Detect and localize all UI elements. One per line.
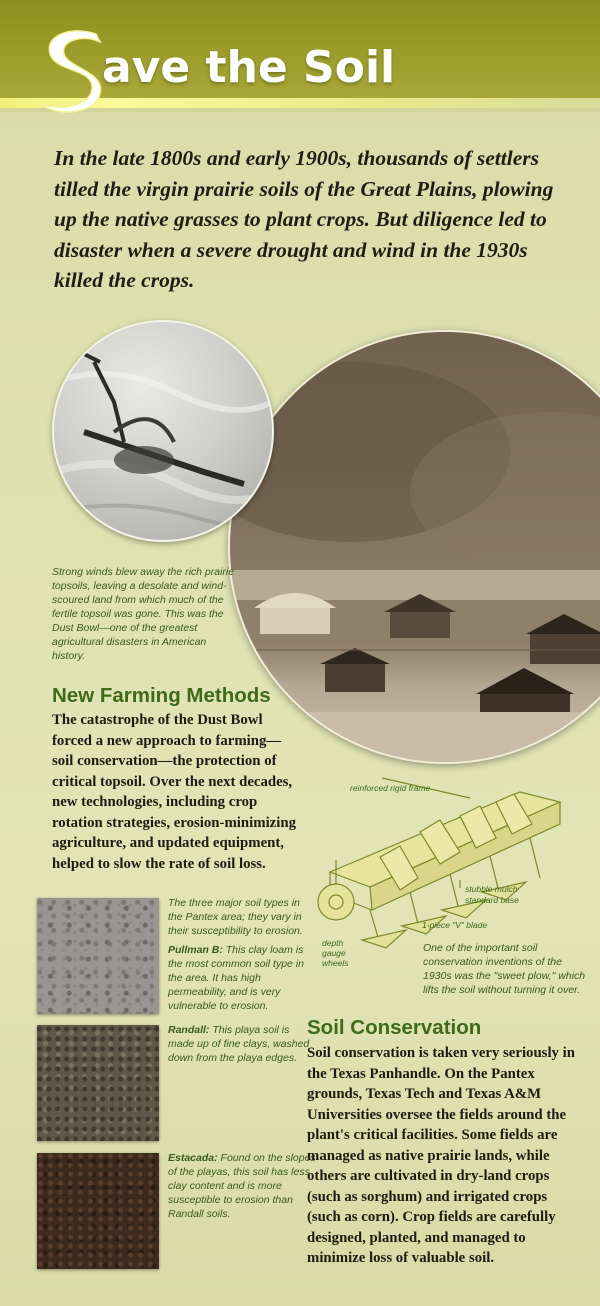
label-reinforced-frame: reinforced rigid frame — [350, 783, 431, 793]
estacada-soil-sample — [37, 1153, 159, 1269]
new-farming-body: The catastrophe of the Dust Bowl forced a new approach to farming—soil conservation—the protection of critical topsoil. Over the next decades, new technologies, including crop rotation strategies, erosion-minimizing agriculture, and updated equipment, helped to slow the rate of soil loss. — [52, 712, 296, 872]
label-stubble-mulch: stubble mulch — [465, 884, 518, 894]
dust-bowl-photo — [228, 330, 600, 764]
soil-conservation-heading: Soil Conservation — [307, 1016, 482, 1039]
soil-conservation-body: Soil conservation is taken very seriously in the Texas Panhandle. On the Pantex grounds, Texas Tech and Texas A&M Universities oversee the fields around the plant's critical facilities. Some fields are managed as native prairie lands, while others are cultivated in dry-land crops (such as sorghum) and irrigated crops (such as corn). Crop fields are carefully designed, planted, and managed to minimize loss of valuable soil. — [307, 1045, 575, 1266]
intro-paragraph: In the late 1800s and early 1900s, thousands of settlers tilled the virgin prairie soils of the Great Plains, plowing up the native grasses to plant crops. But diligence led to disaster when a severe drought and wind in the 1930s killed the crops. — [54, 146, 554, 292]
estacada-caption — [168, 1151, 316, 1221]
pullman-name: Pullman B: — [168, 944, 223, 956]
pullman-description: This clay loam is the most common soil type in the area. It has high permeability, and is very vulnerable to erosion. — [168, 944, 304, 1012]
label-v-blade: 1-piece "V" blade — [422, 920, 488, 930]
label-standard-base: standard base — [465, 895, 519, 905]
soil-types-intro: The three major soil types in the Pantex area; they vary in their susceptibility to erosion. — [168, 897, 303, 937]
new-farming-heading: New Farming Methods — [52, 684, 271, 707]
label-depth: depth — [322, 938, 344, 948]
page-title: ave the Soil — [102, 42, 396, 93]
pullman-caption — [168, 943, 316, 1013]
estacada-name: Estacada: — [168, 1152, 218, 1164]
label-gauge: gauge — [322, 948, 346, 958]
randall-description: This playa soil is made up of fine clays, washed down from the playa edges. — [168, 1024, 310, 1064]
pullman-soil-sample — [37, 898, 159, 1014]
randall-caption — [168, 1023, 316, 1065]
randall-name: Randall: — [168, 1024, 210, 1036]
estacada-description: Found on the slopes of the playas, this soil has less clay content and is more susceptible to erosion than Randall soils. — [168, 1152, 316, 1220]
label-wheels: wheels — [322, 958, 349, 968]
dust-bowl-caption: Strong winds blew away the rich prairie topsoils, leaving a desolate and wind-scoured land from which much of the fertile topsoil was gone. This was the Dust Bowl—one of the greatest agricultural disasters in American history. — [52, 566, 235, 662]
plow-in-sand-photo — [52, 320, 274, 542]
randall-soil-sample — [37, 1025, 159, 1141]
sweet-plow-caption: One of the important soil conservation inventions of the 1930s was the "sweet plow," which lifts the soil without turning it over. — [423, 942, 586, 996]
